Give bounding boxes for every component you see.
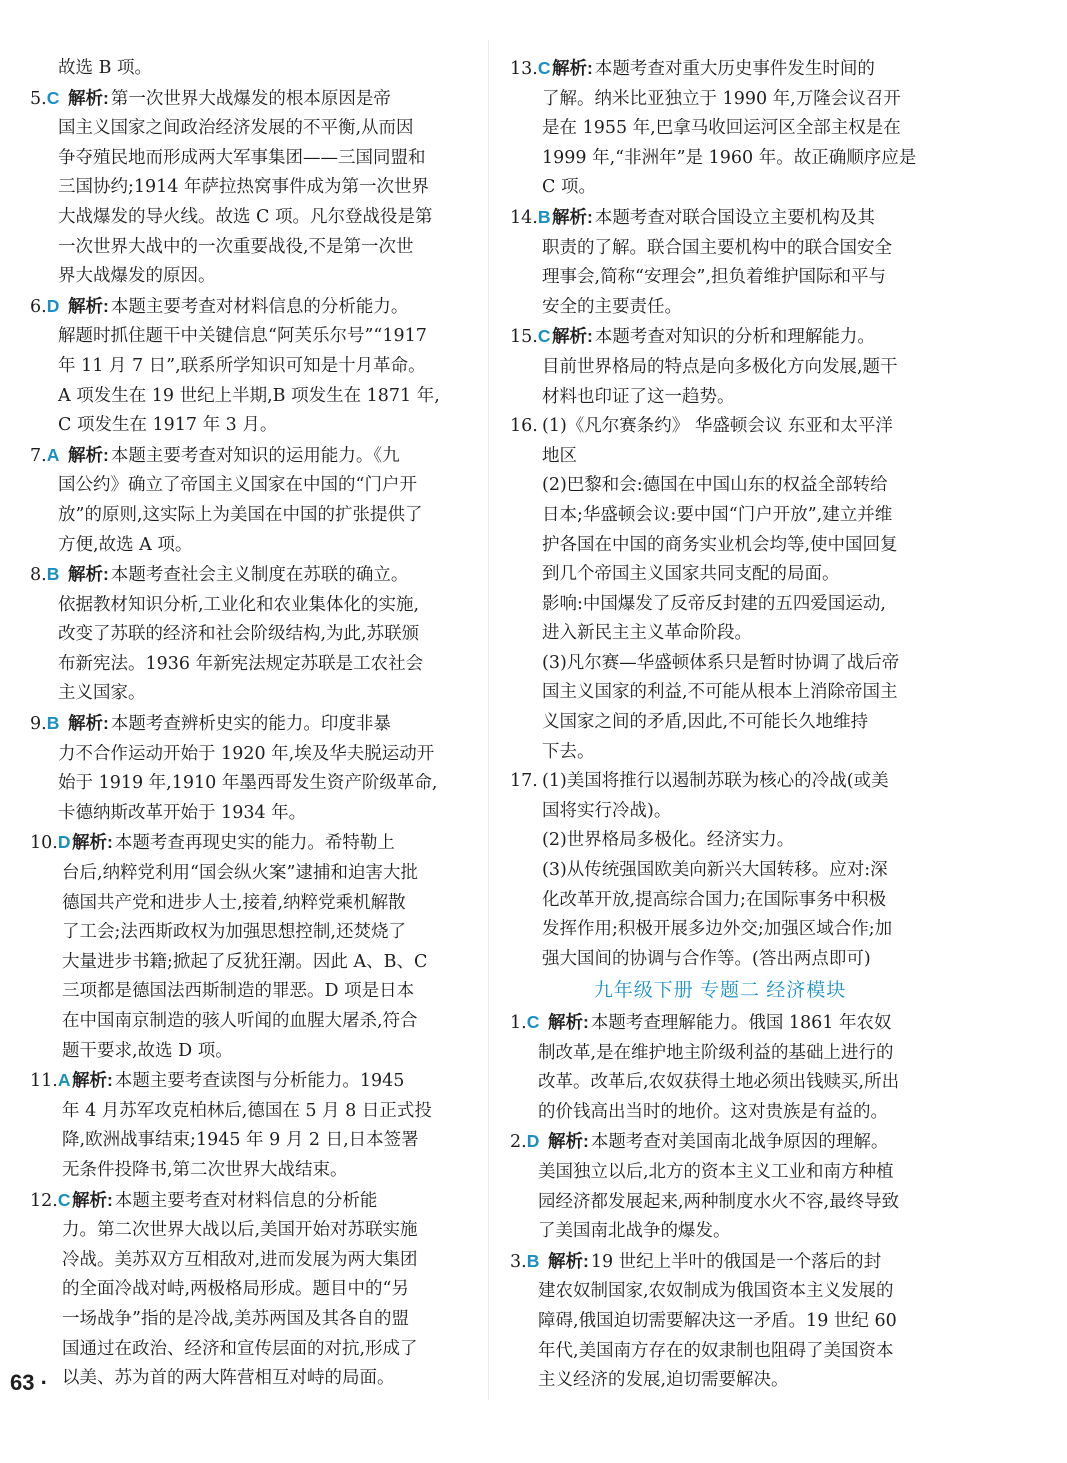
analysis-text: 本题考查对知识的分析和理解能力。 (594, 327, 875, 348)
analysis-text-line: 大量进步书籍;掀起了反犹狂潮。因此 A、B、C (62, 951, 428, 972)
analysis-text-line: 大战爆发的导火线。故选 C 项。凡尔登战役是第 (58, 206, 433, 227)
section-heading: 九年级下册 专题二 经济模块 (593, 980, 847, 1002)
question-number: 8. (30, 565, 47, 586)
analysis-text-line: 布新宪法。1936 年新宪法规定苏联是工农社会 (58, 653, 424, 674)
analysis-text-line: 1999 年,“非洲年”是 1960 年。故正确顺序应是 (542, 147, 917, 168)
answer-item (510, 322, 930, 353)
item-number: 16. (510, 416, 538, 437)
analysis-text-line: 一场战争”指的是冷战,美苏两国及其各自的盟 (62, 1308, 410, 1329)
answer-item (510, 203, 930, 234)
answer-letter: D (46, 295, 60, 316)
page-number: 63 · (10, 1370, 48, 1395)
answer-letter: B (526, 1250, 540, 1271)
answer-text-line: 进入新民主主义革命阶段。 (542, 623, 752, 644)
item-number (30, 560, 59, 591)
item-number (30, 441, 59, 472)
item-number (510, 1127, 539, 1158)
analysis-text-line: 职责的了解。联合国主要机构中的联合国安全 (542, 237, 892, 258)
analysis-tag: 解析: (68, 87, 109, 108)
analysis-text-line: 依据教材知识分析,工业化和农业集体化的实施, (58, 594, 420, 615)
analysis-text-line: 目前世界格局的特点是向多极化方向发展,题干 (542, 356, 898, 377)
analysis-text-line: 以美、苏为首的两大阵营相互对峙的局面。 (62, 1368, 395, 1389)
analysis-text-line: 主义国家。 (58, 683, 146, 704)
analysis-text-line: 德国共产党和进步人士,接着,纳粹党乘机解散 (62, 892, 406, 913)
analysis-text: 本题主要考查对材料信息的分析能 (114, 1190, 378, 1211)
analysis-text: 本题考查社会主义制度在苏联的确立。 (110, 565, 409, 586)
analysis-text-line: 三项都是德国法西斯制造的罪恶。D 项是日本 (62, 981, 415, 1002)
answer-letter: A (57, 1070, 71, 1091)
question-number: 2. (510, 1132, 527, 1153)
analysis-text-line: 国通过在政治、经济和宣传层面的对抗,形成了 (62, 1338, 418, 1359)
analysis-text-line: 园经济都发展起来,两种制度水火不容,最终导致 (538, 1191, 900, 1212)
answer-item (30, 560, 470, 591)
answer-text-line: 日本;华盛顿会议:要中国“门户开放”,建立并维 (542, 504, 893, 525)
item-number (30, 84, 59, 115)
question-number: 1. (510, 1013, 527, 1033)
analysis-text-line: 材料也印证了这一趋势。 (542, 386, 735, 407)
analysis-text-line: 力不合作运动开始于 1920 年,埃及华夫脱运动开 (58, 743, 435, 764)
item-number (510, 54, 550, 85)
analysis-text: 本题考查再现史实的能力。希特勒上 (114, 833, 395, 854)
item-number (510, 1247, 539, 1278)
question-number: 7. (30, 445, 47, 466)
item-number (30, 1066, 70, 1097)
analysis-tag: 解析: (548, 1250, 589, 1271)
analysis-tag: 解析: (548, 1012, 589, 1032)
answer-item (510, 1008, 930, 1039)
analysis-tag: 解析: (68, 713, 109, 734)
analysis-text: 本题主要考查对知识的运用能力。《九 (110, 445, 400, 466)
answer-text-line: 国将实行冷战)。 (542, 800, 672, 821)
question-number: 14. (510, 207, 538, 228)
answer-letter: D (526, 1131, 540, 1152)
analysis-text-line: 年 11 月 7 日”,联系所学知识可知是十月革命。 (58, 355, 426, 376)
analysis-text-line: 解题时抓住题干中关键信息“阿芙乐尔号”“1917 (58, 326, 427, 347)
lead-line: 故选 B 项。 (58, 58, 152, 78)
question-number: 3. (510, 1251, 527, 1272)
answer-letter: B (537, 206, 551, 227)
analysis-text-line: 国公约》确立了帝国主义国家在中国的“门户开 (58, 475, 417, 496)
analysis-text: 本题考查辨析史实的能力。印度非暴 (110, 714, 391, 735)
answer-letter: C (526, 1012, 540, 1032)
answer-text-line: 影响:中国爆发了反帝反封建的五四爱国运动, (542, 593, 886, 614)
answer-text-line: 地区 (542, 445, 577, 466)
answer-text-line: (2)巴黎和会:德国在中国山东的权益全部转给 (542, 475, 888, 496)
analysis-text-line: 界大战爆发的原因。 (58, 266, 216, 287)
item-number (30, 292, 59, 323)
answer-letter: C (57, 1189, 71, 1210)
analysis-text-line: 理事会,简称“安理会”,担负着维护国际和平与 (542, 267, 887, 288)
answer-text-line: (3)从传统强国欧美向新兴大国转移。应对:深 (542, 860, 888, 881)
question-number: 12. (30, 1190, 58, 1211)
item-number (30, 1186, 70, 1217)
answer-text-line: 下去。 (542, 741, 595, 762)
answer-item (30, 828, 470, 859)
analysis-text: 19 世纪上半叶的俄国是一个落后的封 (590, 1251, 882, 1272)
analysis-text-line: 三国协约;1914 年萨拉热窝事件成为第一次世界 (58, 177, 429, 198)
answer-item (30, 1186, 470, 1217)
analysis-text-line: 无条件投降书,第二次世界大战结束。 (62, 1159, 348, 1180)
right-answer-list-b (510, 1008, 930, 1396)
answer-item (30, 84, 470, 115)
analysis-text-line: 冷战。美苏双方互相敌对,进而发展为两大集团 (62, 1249, 418, 1270)
analysis-text-line: 降,欧洲战事结束;1945 年 9 月 2 日,日本签署 (62, 1130, 419, 1151)
answer-item (30, 441, 470, 472)
analysis-text-line: 美国独立以后,北方的资本主义工业和南方种植 (538, 1161, 894, 1182)
analysis-text-line: 的价钱高出当时的地价。这对贵族是有益的。 (538, 1101, 888, 1122)
analysis-text-line: 了工会;法西斯政权为加强思想控制,还焚烧了 (62, 922, 406, 943)
analysis-tag: 解析: (548, 1131, 589, 1152)
answer-text-line: 护各国在中国的商务实业机会均等,使中国回复 (542, 534, 898, 555)
analysis-text-line: 放”的原则,这实际上为美国在中国的扩张提供了 (58, 504, 423, 525)
answer-text-line: (3)凡尔赛—华盛顿体系只是暂时协调了战后帝 (542, 652, 900, 673)
question-number: 11. (30, 1071, 58, 1092)
analysis-tag: 解析: (68, 444, 109, 465)
analysis-tag: 解析: (68, 564, 109, 585)
answer-letter: A (46, 444, 60, 465)
item-number (510, 203, 550, 234)
left-answer-list (30, 84, 470, 1394)
answer-letter: C (537, 58, 551, 78)
right-answer-list-a (510, 54, 930, 412)
analysis-text: 第一次世界大战爆发的根本原因是帝 (110, 88, 391, 109)
analysis-text: 本题主要考查读图与分析能力。1945 (114, 1071, 405, 1092)
analysis-text-line: 了解。纳米比亚独立于 1990 年,万隆会议召开 (542, 88, 901, 109)
answer-item (30, 1066, 470, 1097)
answer-text-line: 到几个帝国主义国家共同支配的局面。 (542, 564, 840, 585)
answer-text: (1)美国将推行以遏制苏联为核心的冷战(或美 (542, 771, 889, 792)
analysis-tag: 解析: (72, 832, 113, 853)
analysis-text: 本题考查对美国南北战争原因的理解。 (590, 1132, 889, 1153)
question-number: 10. (30, 833, 58, 854)
item-number (30, 709, 59, 740)
answer-text: (1)《凡尔赛条约》 华盛顿会议 东亚和太平洋 (542, 416, 893, 437)
answer-text-line: 强大国间的协调与合作等。(答出两点即可) (542, 948, 871, 969)
analysis-text-line: 安全的主要责任。 (542, 296, 682, 317)
analysis-text-line: 年代,美国南方存在的奴隶制也阻碍了美国资本 (538, 1340, 894, 1361)
answer-letter: C (46, 87, 60, 108)
answer-item (510, 767, 930, 797)
answer-letter: B (46, 713, 60, 734)
analysis-text: 本题考查对重大历史事件发生时间的 (594, 59, 875, 79)
question-number: 15. (510, 327, 538, 348)
answer-text-line: 化改革开放,提高综合国力;在国际事务中积极 (542, 889, 886, 910)
analysis-text-line: 争夺殖民地而形成两大军事集团——三国同盟和 (58, 147, 426, 168)
analysis-text-line: 了美国南北战争的爆发。 (538, 1221, 731, 1242)
analysis-text-line: 障碍,俄国迫切需要解决这一矛盾。19 世纪 60 (538, 1310, 897, 1331)
answer-letter: B (46, 564, 60, 585)
analysis-text-line: 制改革,是在维护地主阶级利益的基础上进行的 (538, 1042, 894, 1063)
answer-letter: D (57, 832, 71, 853)
answer-item (510, 412, 930, 442)
analysis-text: 本题考查理解能力。俄国 1861 年农奴 (590, 1013, 892, 1033)
analysis-text-line: 改变了苏联的经济和社会阶级结构,为此,苏联颁 (58, 624, 420, 645)
analysis-text-line: 始于 1919 年,1910 年墨西哥发生资产阶级革命, (58, 773, 438, 794)
analysis-text-line: 在中国南京制造的骇人听闻的血腥大屠杀,符合 (62, 1011, 418, 1031)
analysis-tag: 解析: (72, 1189, 113, 1210)
answer-text-line: (2)世界格局多极化。经济实力。 (542, 830, 795, 851)
analysis-text-line: C 项发生在 1917 年 3 月。 (58, 415, 278, 436)
answer-text-line: 国主义国家的利益,不可能从根本上消除帝国主 (542, 682, 898, 703)
question-16 (510, 412, 930, 767)
analysis-text-line: 一次世界大战中的一次重要战役,不是第一次世 (58, 236, 414, 257)
question-number: 9. (30, 714, 47, 735)
item-number: 17. (510, 771, 538, 792)
analysis-text-line: 建农奴制国家,农奴制成为俄国资本主义发展的 (538, 1281, 894, 1302)
analysis-text-line: 题干要求,故选 D 项。 (62, 1040, 233, 1061)
answer-item (30, 709, 470, 740)
item-number (510, 1008, 539, 1039)
analysis-text-line: 台后,纳粹党利用“国会纵火案”逮捕和迫害大批 (62, 863, 418, 884)
analysis-tag: 解析: (552, 206, 593, 227)
analysis-text-line: C 项。 (542, 177, 596, 198)
analysis-tag: 解析: (72, 1070, 113, 1091)
column-divider (488, 40, 489, 1400)
analysis-text-line: 方便,故选 A 项。 (58, 534, 193, 555)
analysis-text-line: 改革。改革后,农奴获得土地必须出钱赎买,所出 (538, 1072, 900, 1093)
analysis-tag: 解析: (552, 58, 593, 78)
analysis-text-line: 力。第二次世界大战以后,美国开始对苏联实施 (62, 1220, 418, 1241)
analysis-text-line: 的全面冷战对峙,两极格局形成。题目中的“另 (62, 1279, 410, 1300)
analysis-text-line: 是在 1955 年,巴拿马收回运河区全部主权是在 (542, 118, 901, 139)
item-number (30, 828, 70, 859)
question-17 (510, 767, 930, 974)
answer-text-line: 义国家之间的矛盾,因此,不可能长久地维持 (542, 712, 869, 733)
question-number: 5. (30, 88, 47, 109)
left-column (30, 54, 470, 1394)
answer-item (510, 1127, 930, 1158)
question-number: 13. (510, 59, 538, 79)
right-column (510, 54, 930, 1396)
answer-item (510, 1247, 930, 1278)
analysis-text: 本题考查对联合国设立主要机构及其 (594, 207, 875, 228)
answer-item (30, 292, 470, 323)
question-number: 6. (30, 296, 47, 317)
analysis-text-line: A 项发生在 19 世纪上半期,B 项发生在 1871 年, (58, 385, 440, 406)
analysis-text-line: 主义经济的发展,迫切需要解决。 (538, 1370, 789, 1391)
analysis-text-line: 年 4 月苏军攻克柏林后,德国在 5 月 8 日正式投 (62, 1100, 432, 1121)
answer-letter: C (537, 326, 551, 347)
analysis-tag: 解析: (68, 295, 109, 316)
analysis-text-line: 国主义国家之间政治经济发展的不平衡,从而因 (58, 118, 414, 139)
item-number (510, 322, 550, 353)
analysis-tag: 解析: (552, 326, 593, 347)
analysis-text-line: 卡德纳斯改革开始于 1934 年。 (58, 802, 307, 823)
answer-item (510, 54, 930, 85)
analysis-text: 本题主要考查对材料信息的分析能力。 (110, 296, 409, 317)
answer-text-line: 发挥作用;积极开展多边外交;加强区域合作;加 (542, 919, 893, 940)
